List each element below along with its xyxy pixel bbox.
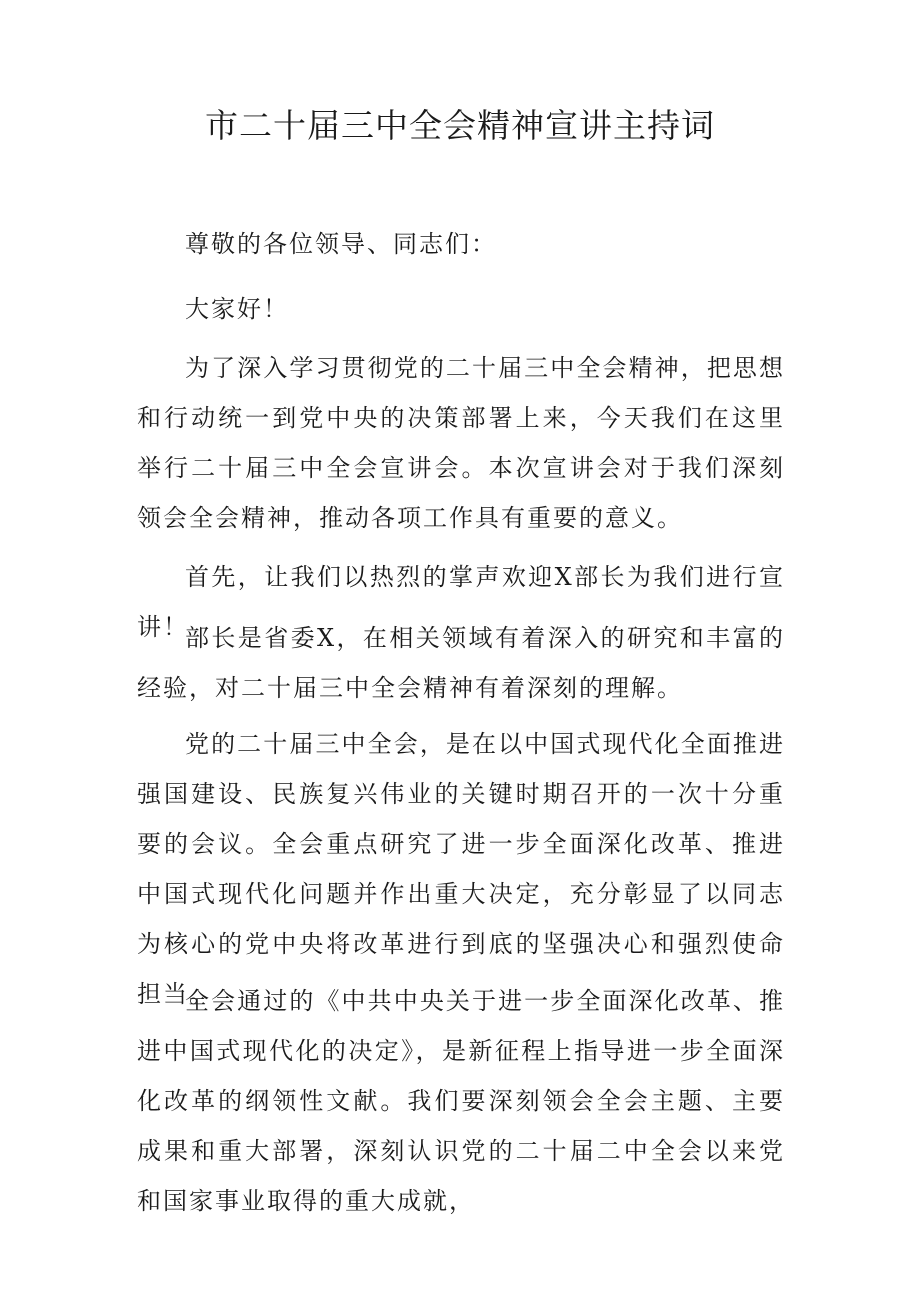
- paragraph-plenum-significance: 党的二十届三中全会，是在以中国式现代化全面推进强国建设、民族复兴伟业的关键时期召开的一次十分重要的会议。全会重点研究了进一步全面深化改革、推进中国式现代化问题并作出重大决定，充分彰显了以同志为核心的党中央将改革进行到底的坚强决心和强烈使命担当。: [137, 730, 785, 1008]
- greeting: 大家好！: [185, 295, 289, 323]
- paragraph-speaker-intro: 部长是省委X，在相关领域有着深入的研究和丰富的经验，对二十届三中全会精神有着深刻的理解。: [137, 624, 785, 702]
- paragraph-opening: 为了深入学习贯彻党的二十届三中全会精神，把思想和行动统一到党中央的决策部署上来，今天我们在这里举行二十届三中全会宣讲会。本次宣讲会对于我们深刻领会全会精神，推动各项工作具有重要的意义。: [137, 354, 785, 532]
- paragraph-decision: 全会通过的《中共中央关于进一步全面深化改革、推进中国式现代化的决定》，是新征程上指导进一步全面深化改革的纲领性文献。我们要深刻领会全会主题、主要成果和重大部署，深刻认识党的二十届二中全会以来党和国家事业取得的重大成就，: [137, 987, 785, 1215]
- document-title: 市二十届三中全会精神宣讲主持词: [205, 106, 715, 145]
- salutation: 尊敬的各位领导、同志们：: [185, 230, 497, 258]
- paragraph-welcome: 首先，让我们以热烈的掌声欢迎X部长为我们进行宣讲！: [137, 563, 785, 641]
